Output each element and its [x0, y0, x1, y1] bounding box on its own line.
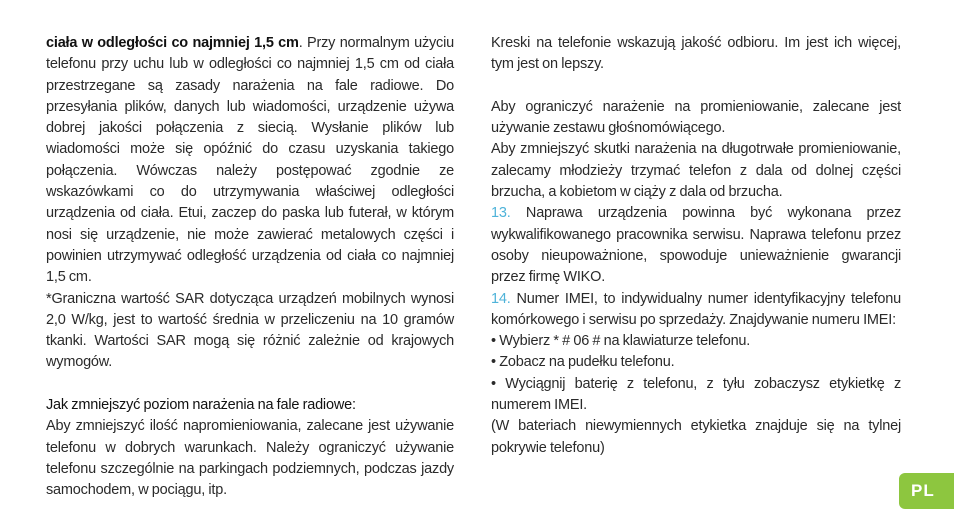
- item-13-text: Naprawa urządzenia powinna być wykonana przez wykwalifikowanego pracownika serwisu. Naprawa telefonu przez osoby nieupoważnione, spowoduje unieważnienie gwarancji przez firmę WIKO.: [491, 205, 901, 286]
- paragraph-sar-distance-body: . Przy normalnym użyciu telefonu przy uchu lub w odległości co najmniej 1,5 cm od ciała przestrzegane są zasady narażenia na fale radiowe. Do przesyłania plików, danych lub wiadomości, urządzenie używa dobrej jakości połączenia z siecią. Wysłanie plików lub wiadomości może się opóźnić do czasu uzyskania takiego połączenia. Wówczas należy postępować zgodnie ze wskazówkami co do utrzymywania właściwej odległości urządzenia od ciała. Etui, zaczep do paska lub futerał, w którym nosi się urządzenie, nie może zawierać metalowych części i powinien utrzymywać odległość urządzenia od ciała co najmniej 1,5 cm.: [46, 35, 454, 286]
- paragraph-reduce-exposure: Aby zmniejszyć ilość napromieniowania, zalecane jest używanie telefonu w dobrych warunkach. Należy ograniczyć używanie telefonu szczególnie na parkingach podziemnych, podczas jazdy samochodem, w pociągu, itp.: [46, 418, 454, 499]
- item-14-text: Numer IMEI, to indywidualny numer identyfikacyjny telefonu komórkowego i serwisu po sprzedaży. Znajdywanie numeru IMEI:: [491, 290, 901, 328]
- paragraph-youth-pregnancy: Aby zmniejszyć skutki narażenia na długotrwałe promieniowanie, zalecamy młodzieży trzymać telefon z dala od dolnej części brzucha, a kobietom w ciąży z dala od brzucha.: [491, 141, 901, 201]
- right-column: [491, 33, 901, 459]
- left-column: [46, 33, 454, 502]
- spacer: [46, 374, 454, 395]
- paragraph-signal-bars: Kreski na telefonie wskazują jakość odbioru. Im jest ich więcej, tym jest on lepszy.: [491, 35, 901, 73]
- item-13-repair: [491, 203, 901, 288]
- paragraph-sar-limit: *Graniczna wartość SAR dotycząca urządzeń mobilnych wynosi 2,0 W/kg, jest to wartość średnia w przeliczeniu na 10 gramów tkanki. Wartości SAR mogą się różnić zależnie od krajowych wymogów.: [46, 290, 454, 371]
- language-badge: PL: [899, 473, 954, 509]
- item-number: 13.: [491, 205, 511, 222]
- paragraph-handsfree: Aby ograniczyć narażenie na promieniowanie, zalecane jest używanie zestawu głośnomówiącego.: [491, 98, 901, 137]
- bullet-dial-code: • Wybierz * # 06 # na klawiaturze telefonu.: [491, 333, 751, 350]
- spacer: [491, 76, 901, 97]
- item-14-imei: [491, 289, 901, 332]
- paragraph-sar-distance: [46, 33, 454, 289]
- note-non-removable-battery: (W bateriach niewymiennych etykietka znajduje się na tylnej pokrywie telefonu): [491, 418, 901, 456]
- item-number: 14.: [491, 290, 511, 307]
- bullet-battery: • Wyciągnij baterię z telefonu, z tyłu zobaczysz etykietkę z numerem IMEI.: [491, 375, 901, 414]
- bold-lead-text: ciała w odległości co najmniej 1,5 cm: [46, 35, 299, 51]
- bullet-box: • Zobacz na pudełku telefonu.: [491, 354, 675, 371]
- section-heading: Jak zmniejszyć poziom narażenia na fale radiowe:: [46, 397, 356, 414]
